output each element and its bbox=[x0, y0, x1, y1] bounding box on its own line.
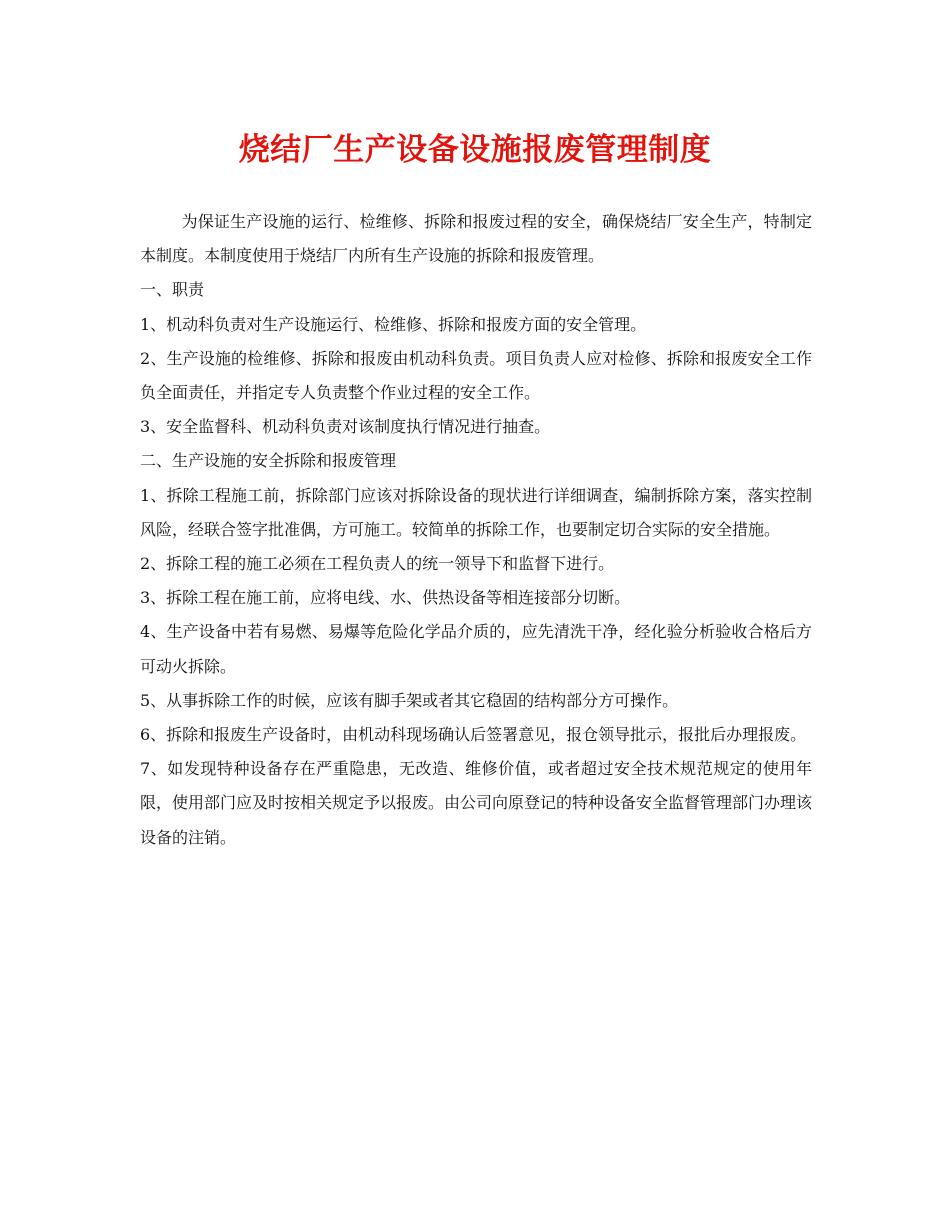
demolition-item-2: 2、拆除工程的施工必须在工程负责人的统一领导下和监督下进行。 bbox=[140, 554, 615, 574]
demolition-item-3: 3、拆除工程在施工前，应将电线、水、供热设备等相连接部分切断。 bbox=[140, 588, 631, 608]
demolition-item-1: 1、拆除工程施工前，拆除部门应该对拆除设备的现状进行详细调查，编制拆除方案，落实控制风险，经联合签字批准偶，方可施工。较简单的拆除工作，也要制定切合实际的安全措施。 bbox=[140, 485, 812, 539]
responsibility-item-3: 3、安全监督科、机动科负责对该制度执行情况进行抽查。 bbox=[140, 417, 551, 437]
responsibility-item-1: 1、机动科负责对生产设施运行、检维修、拆除和报废方面的安全管理。 bbox=[140, 314, 647, 334]
intro-paragraph: 为保证生产设施的运行、检维修、拆除和报废过程的安全，确保烧结厂安全生产，特制定本制度。本制度使用于烧结厂内所有生产设施的拆除和报废管理。 bbox=[140, 212, 812, 266]
section-heading-responsibilities: 一、职责 bbox=[140, 280, 205, 300]
section-heading-demolition: 二、生产设施的安全拆除和报废管理 bbox=[140, 451, 397, 471]
document-body bbox=[140, 205, 812, 855]
demolition-item-7: 7、如发现特种设备存在严重隐患，无改造、维修价值，或者超过安全技术规范规定的使用年限，使用部门应及时按相关规定予以报废。由公司向原登记的特种设备安全监督管理部门办理该设备的注销。 bbox=[140, 759, 813, 847]
document-title: 烧结厂生产设备设施报废管理制度 bbox=[238, 132, 712, 168]
demolition-item-5: 5、从事拆除工作的时候，应该有脚手架或者其它稳固的结构部分方可操作。 bbox=[140, 690, 679, 710]
demolition-item-6: 6、拆除和报废生产设备时，由机动科现场确认后签署意见，报仓领导批示，报批后办理报废。 bbox=[140, 725, 807, 745]
demolition-item-4: 4、生产设备中若有易燃、易爆等危险化学品介质的，应先清洗干净，经化验分析验收合格后方可动火拆除。 bbox=[140, 622, 812, 676]
responsibility-item-2: 2、生产设施的检维修、拆除和报废由机动科负责。项目负责人应对检修、拆除和报废安全工作负全面责任，并指定专人负责整个作业过程的安全工作。 bbox=[140, 348, 812, 403]
